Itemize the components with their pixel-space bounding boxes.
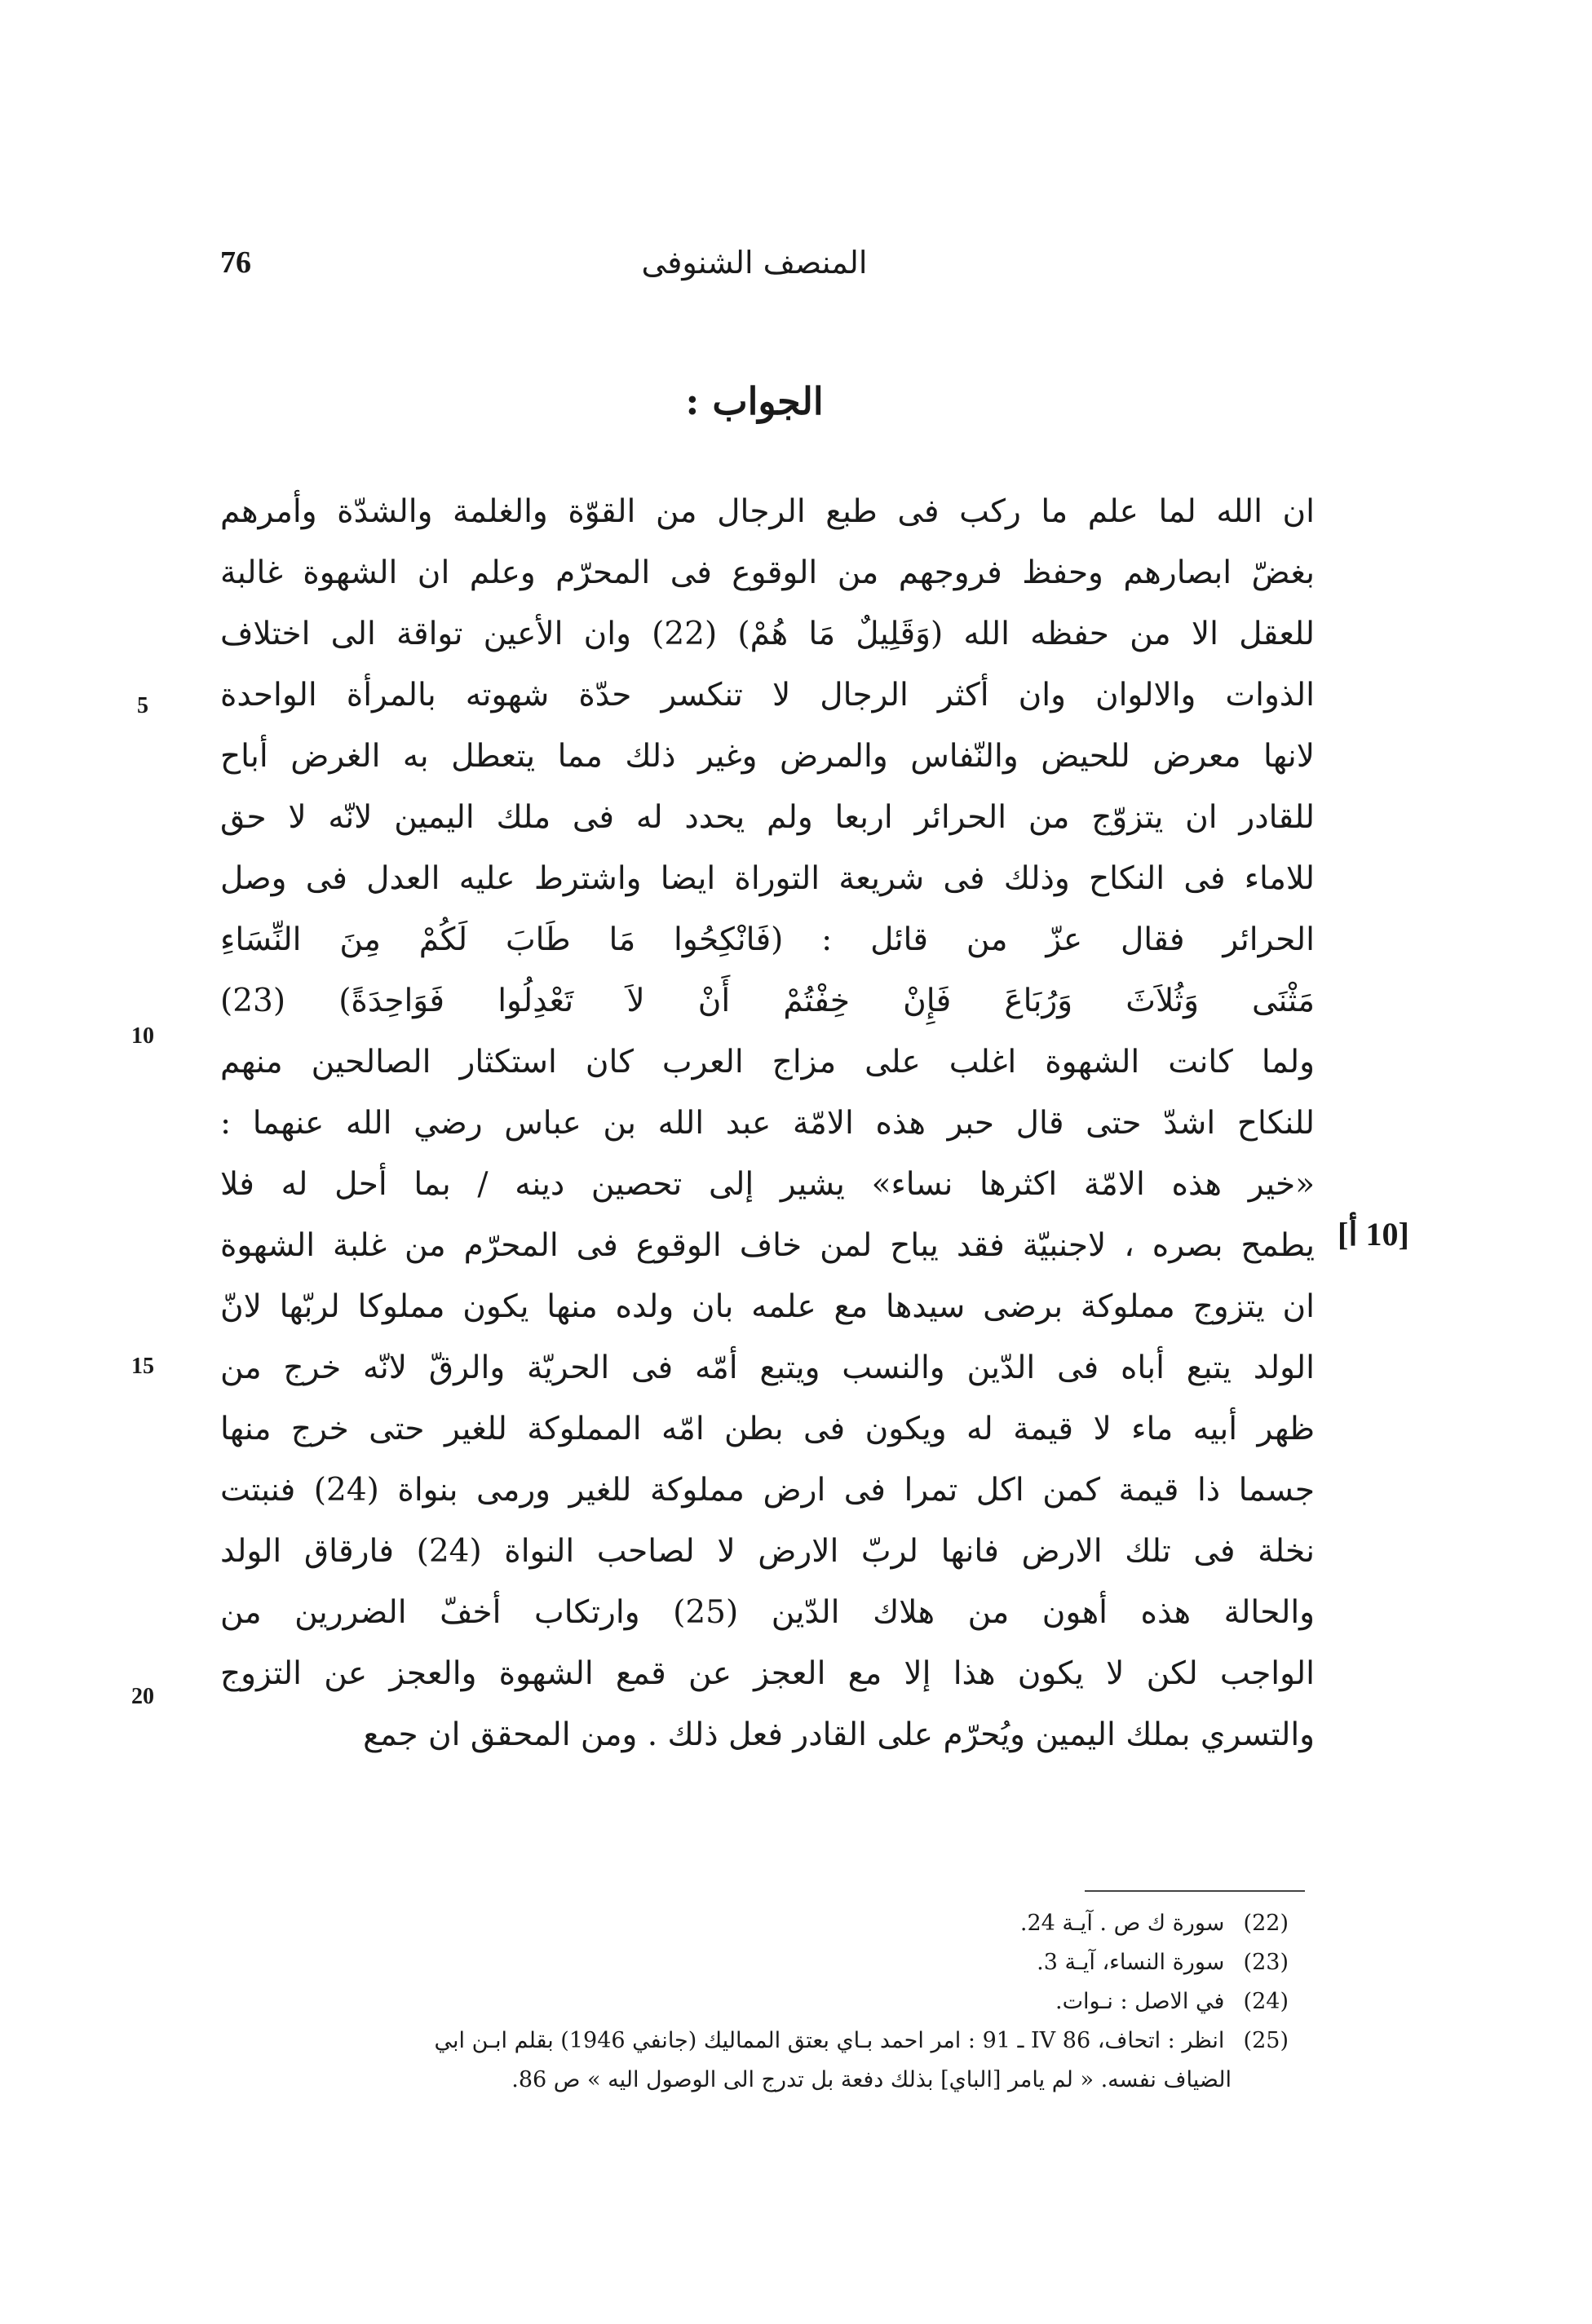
footnote-number: (23) — [1243, 1950, 1289, 1975]
text-line: جسما ذا قيمة كمن اكل تمرا فى ارض مملوكة للغير ورمى بنواة (24) فنبتت — [220, 1472, 1315, 1509]
margin-line-number: 20 — [131, 1684, 154, 1709]
folio-marker: [10 أ] — [1338, 1216, 1409, 1253]
text-line: الواجب لكن لا يكون هذا إلا مع العجز عن قمع الشهوة والعجز عن التزوج — [220, 1655, 1315, 1692]
text-line: ان يتزوج مملوكة برضى سيدها مع علمه بان ولده منها يكون مملوكا لربّها لانّ — [220, 1288, 1315, 1325]
footnote-continuation: الضياف نفسه. « لم يامر [الباي] بذلك دفعة بل تدرج الى الوصول اليه » ص 86. — [511, 2067, 1232, 2092]
text-line: ولما كانت الشهوة اغلب على مزاج العرب كان استكثار الصالحين منهم — [220, 1044, 1315, 1080]
footnote-text: في الاصل : نـوات. — [1055, 1989, 1225, 2014]
text-line: للقادر ان يتزوّج من الحرائر اربعا ولم يحدد له فى ملك اليمين لانّه لا حق — [220, 799, 1315, 836]
margin-line-number: 10 — [131, 1023, 154, 1049]
page-number: 76 — [220, 245, 251, 280]
footnote-number: (24) — [1243, 1989, 1289, 2014]
section-heading: الجواب : — [685, 379, 824, 423]
footnote — [326, 1943, 1289, 1982]
body-text — [220, 481, 1315, 1765]
text-line: والحالة هذه أهون من هلاك الدّين (25) وارتكاب أخفّ الضررين من — [220, 1594, 1315, 1631]
text-line: للعقل الا من حفظه الله (وَقَلِيلٌ مَا هُمْ) (22) وان الأعين تواقة الى اختلاف — [220, 616, 1315, 652]
footnote — [326, 1904, 1289, 1943]
running-title: المنصف الشنوفى — [641, 245, 868, 281]
text-line: الولد يتبع أباه فى الدّين والنسب ويتبع أمّه فى الحريّة والرقّ لانّه خرج من — [220, 1350, 1315, 1386]
text-line: بغضّ ابصارهم وحفظ فروجهم من الوقوع فى المحرّم وعلم ان الشهوة غالبة — [220, 554, 1315, 591]
text-line: والتسري بملك اليمين ويُحرّم على القادر فعل ذلك . ومن المحقق ان جمع — [363, 1716, 1315, 1753]
text-line: لانها معرض للحيض والنّفاس والمرض وغير ذلك مما يتعطل به الغرض أباح — [220, 738, 1315, 775]
text-line: يطمح بصره ، لاجنبيّة فقد يباح لمن خاف الوقوع فى المحرّم من غلبة الشهوة — [220, 1227, 1315, 1264]
footnote — [326, 2021, 1289, 2061]
text-line: الذوات والالوان وان أكثر الرجال لا تنكسر حدّة شهوته بالمرأة الواحدة — [220, 677, 1315, 714]
footnote — [326, 1982, 1289, 2021]
footnotes — [326, 1904, 1289, 2100]
text-line: مَثْنَى وَثُلاَثَ وَرُبَاعَ فَإِنْ خِفْتُمْ أَنْ لاَ تَعْدِلُوا فَوَاحِدَةً) (23) — [220, 983, 1315, 1019]
text-line: ان الله لما علم ما ركب فى طبع الرجال من القوّة والغلمة والشدّة وأمرهم — [220, 493, 1315, 530]
text-line: الحرائر فقال عزّ من قائل : (فَانْكِحُوا مَا طَابَ لَكُمْ مِنَ النِّسَاءِ — [220, 921, 1315, 958]
footnote-text: انظر : اتحاف، IV 86 ـ 91 : امر احمد بـاي بعتق المماليك (جانفي 1946) بقلم ابـن ابي — [434, 2028, 1225, 2053]
text-line: للنكاح اشدّ حتى قال حبر هذه الامّة عبد الله بن عباس رضي الله عنهما : — [220, 1105, 1315, 1142]
footnote-text: سورة النساء، آيـة 3. — [1037, 1950, 1225, 1975]
margin-line-number: 5 — [137, 693, 148, 718]
text-line: «خير هذه الامّة اكثرها نساء» يشير إلى تحصين دينه / بما أحل له فلا — [220, 1166, 1315, 1203]
footnote-text: سورة ك ص . آيـة 24. — [1019, 1911, 1225, 1936]
text-line: نخلة فى تلك الارض فانها لربّ الارض لا لصاحب النواة (24) فارقاق الولد — [220, 1533, 1315, 1570]
text-line: ظهر أبيه ماء لا قيمة له ويكون فى بطن امّه المملوكة للغير حتى خرج منها — [220, 1411, 1315, 1447]
text-line: للاماء فى النكاح وذلك فى شريعة التوراة ايضا واشترط عليه العدل فى وصل — [220, 860, 1315, 897]
footnote-number: (22) — [1243, 1911, 1289, 1936]
margin-line-number: 15 — [131, 1354, 154, 1379]
footnote-number: (25) — [1243, 2028, 1289, 2053]
footnote-divider — [1085, 1890, 1305, 1892]
running-head — [220, 245, 1289, 294]
